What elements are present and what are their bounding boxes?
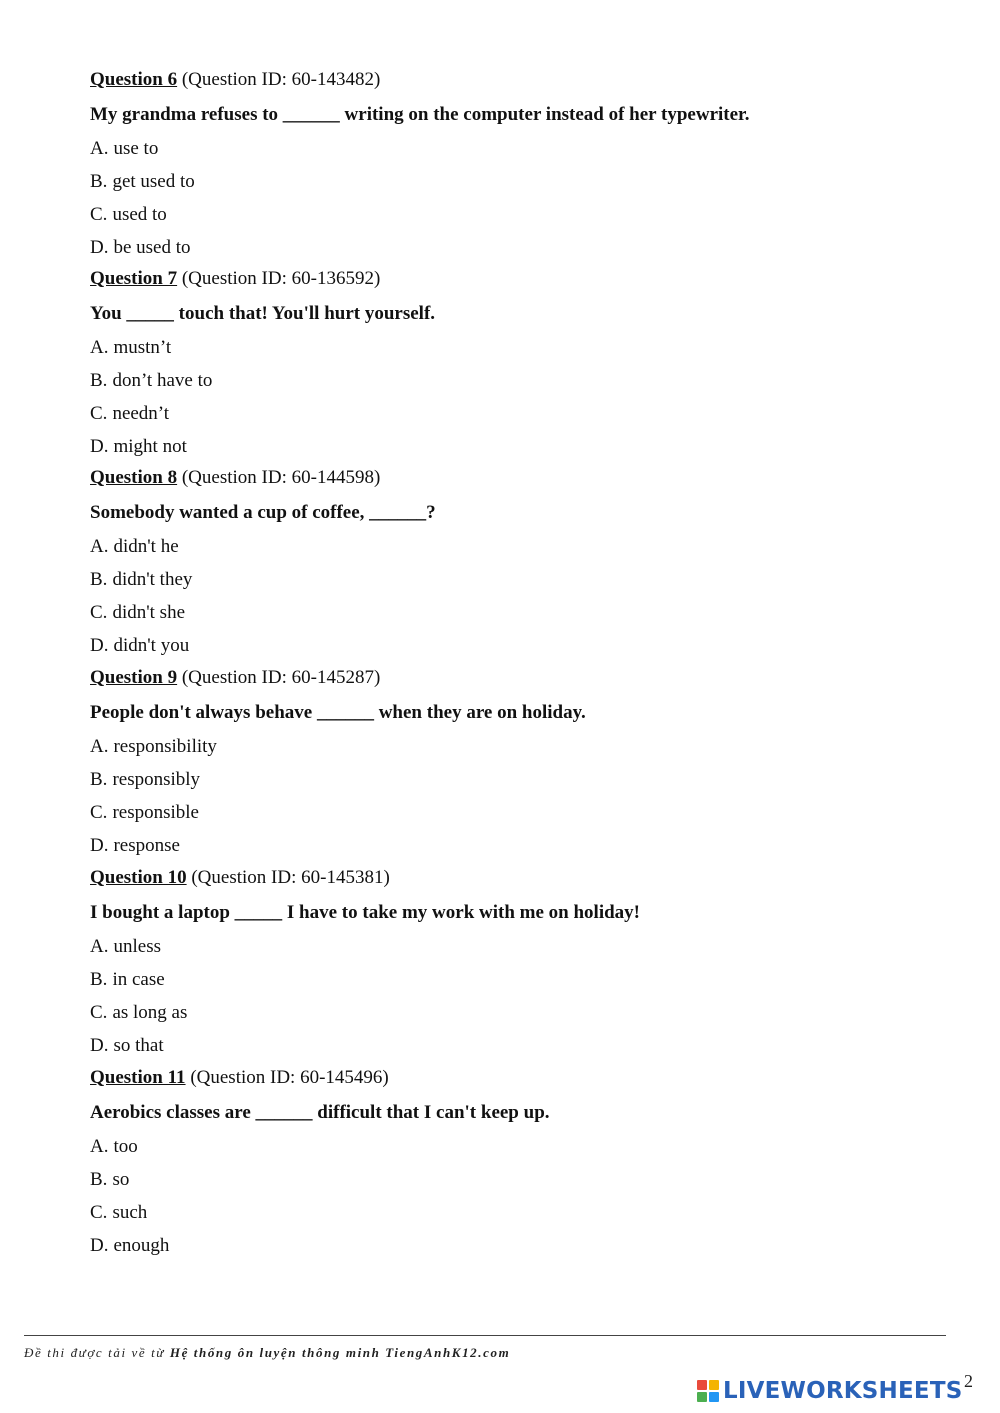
option-text: unless [113, 936, 161, 957]
question-label: Question 8 [90, 467, 178, 488]
question-text: I bought a laptop _____ I have to take my work with me on holiday! [90, 902, 640, 923]
option-text: in case [112, 969, 165, 990]
question-11 [90, 1061, 950, 1262]
option-text: enough [113, 1235, 170, 1256]
question-id: (Question ID: 60-145496) [185, 1067, 389, 1088]
option-a[interactable] [90, 1130, 950, 1163]
option-c[interactable] [90, 397, 950, 430]
option-d[interactable] [90, 1029, 950, 1062]
question-id: (Question ID: 60-136592) [177, 268, 381, 289]
footer-prefix: Đề thi được tải về từ [24, 1345, 170, 1360]
question-9 [90, 661, 950, 862]
question-6 [90, 63, 950, 264]
option-b[interactable] [90, 563, 950, 596]
option-letter: A. [90, 936, 109, 957]
logo-square-icon [709, 1392, 719, 1402]
question-id: (Question ID: 60-143482) [177, 69, 381, 90]
logo-square-icon [709, 1380, 719, 1390]
option-text: too [113, 1136, 138, 1157]
option-letter: B. [90, 1169, 108, 1190]
question-label: Question 6 [90, 69, 178, 90]
question-id: (Question ID: 60-144598) [177, 467, 381, 488]
question-label: Question 10 [90, 867, 187, 888]
footer-source-note [24, 1345, 510, 1361]
question-header [90, 861, 950, 895]
option-text: didn't she [112, 602, 185, 623]
question-id: (Question ID: 60-145287) [177, 667, 381, 688]
option-letter: D. [90, 635, 109, 656]
option-d[interactable] [90, 629, 950, 662]
liveworksheets-icon [697, 1380, 719, 1402]
option-text: use to [113, 138, 159, 159]
option-letter: C. [90, 1002, 108, 1023]
option-letter: D. [90, 1035, 109, 1056]
option-letter: C. [90, 802, 108, 823]
option-letter: D. [90, 1235, 109, 1256]
option-letter: A. [90, 536, 109, 557]
option-text: used to [112, 204, 167, 225]
option-b[interactable] [90, 165, 950, 198]
question-text: My grandma refuses to ______ writing on the computer instead of her typewriter. [90, 104, 750, 125]
logo-text: LIVEWORKSHEETS [723, 1378, 963, 1404]
option-letter: A. [90, 1136, 109, 1157]
option-letter: D. [90, 237, 109, 258]
question-7 [90, 262, 950, 463]
question-8 [90, 461, 950, 662]
option-letter: D. [90, 835, 109, 856]
question-header [90, 461, 950, 495]
option-b[interactable] [90, 963, 950, 996]
option-letter: A. [90, 138, 109, 159]
option-letter: C. [90, 204, 108, 225]
option-letter: C. [90, 1202, 108, 1223]
option-text: response [113, 835, 180, 856]
footer-source-link[interactable]: Hệ thống ôn luyện thông minh TiengAnhK12.com [169, 1345, 511, 1360]
question-header [90, 63, 950, 97]
question-header [90, 262, 950, 296]
option-d[interactable] [90, 1229, 950, 1262]
option-a[interactable] [90, 132, 950, 165]
option-text: be used to [113, 237, 191, 258]
page-number: 2 [964, 1371, 973, 1391]
option-a[interactable] [90, 730, 950, 763]
option-text: responsible [112, 802, 199, 823]
option-a[interactable] [90, 530, 950, 563]
option-letter: A. [90, 736, 109, 757]
option-text: so that [113, 1035, 164, 1056]
option-text: responsibly [112, 769, 201, 790]
option-letter: B. [90, 769, 108, 790]
option-c[interactable] [90, 198, 950, 231]
option-d[interactable] [90, 430, 950, 463]
question-label: Question 7 [90, 268, 178, 289]
question-label: Question 11 [90, 1067, 186, 1088]
option-c[interactable] [90, 596, 950, 629]
question-text: People don't always behave ______ when they are on holiday. [90, 702, 586, 723]
option-d[interactable] [90, 231, 950, 264]
option-text: didn't they [112, 569, 193, 590]
logo-square-icon [697, 1380, 707, 1390]
question-label: Question 9 [90, 667, 178, 688]
option-b[interactable] [90, 1163, 950, 1196]
option-text: responsibility [113, 736, 217, 757]
question-header [90, 661, 950, 695]
footer-divider [24, 1335, 946, 1336]
option-c[interactable] [90, 1196, 950, 1229]
option-text: didn't he [113, 536, 179, 557]
option-d[interactable] [90, 829, 950, 862]
logo-square-icon [697, 1392, 707, 1402]
option-text: so [112, 1169, 130, 1190]
option-text: don’t have to [112, 370, 213, 391]
option-letter: B. [90, 370, 108, 391]
option-text: mustn’t [113, 337, 172, 358]
question-header [90, 1061, 950, 1095]
option-letter: C. [90, 403, 108, 424]
option-b[interactable] [90, 763, 950, 796]
question-10 [90, 861, 950, 1062]
question-text: You _____ touch that! You'll hurt yourself. [90, 303, 436, 324]
option-text: needn’t [112, 403, 170, 424]
option-a[interactable] [90, 331, 950, 364]
option-c[interactable] [90, 996, 950, 1029]
liveworksheets-logo[interactable] [697, 1376, 962, 1406]
option-a[interactable] [90, 930, 950, 963]
option-letter: B. [90, 969, 108, 990]
option-c[interactable] [90, 796, 950, 829]
option-letter: D. [90, 436, 109, 457]
option-text: such [112, 1202, 148, 1223]
option-letter: B. [90, 569, 108, 590]
option-text: might not [113, 436, 187, 457]
option-text: as long as [112, 1002, 188, 1023]
question-text: Somebody wanted a cup of coffee, ______? [90, 502, 436, 523]
question-id: (Question ID: 60-145381) [186, 867, 390, 888]
option-text: didn't you [113, 635, 190, 656]
question-text: Aerobics classes are ______ difficult that I can't keep up. [90, 1102, 550, 1123]
option-letter: A. [90, 337, 109, 358]
option-letter: B. [90, 171, 108, 192]
option-letter: C. [90, 602, 108, 623]
option-text: get used to [112, 171, 195, 192]
option-b[interactable] [90, 364, 950, 397]
